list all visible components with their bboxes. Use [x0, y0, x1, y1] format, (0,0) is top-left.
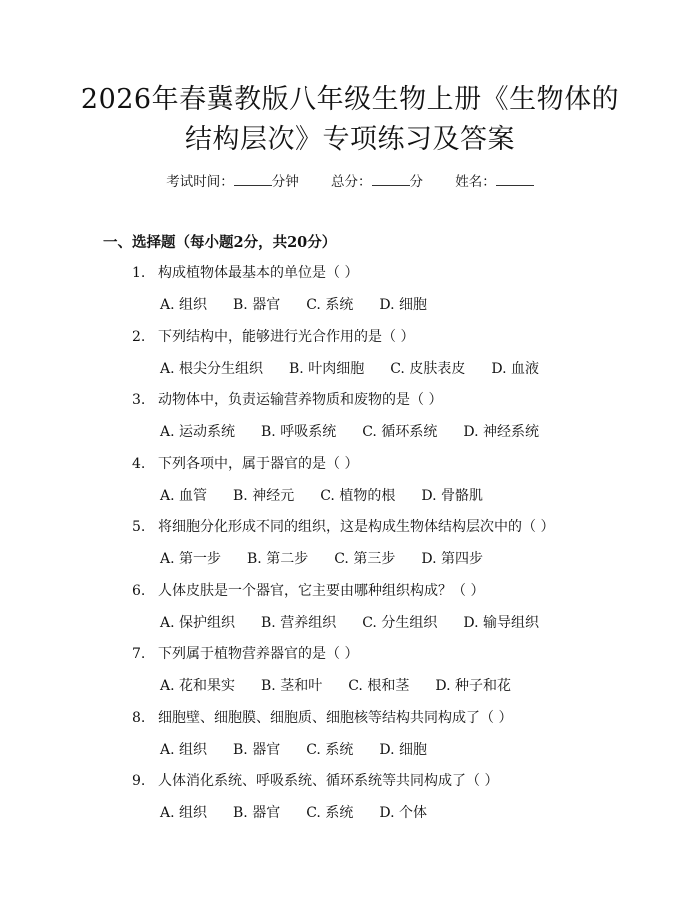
question-9-options [160, 802, 453, 822]
question-9 [132, 770, 498, 790]
answer-option: A. 组织 [160, 741, 208, 758]
question-number: 1. [132, 265, 146, 281]
name-label: 姓名： [455, 174, 496, 190]
question-number: 2. [132, 328, 146, 345]
answer-option: A. 花和果实 [160, 678, 236, 694]
answer-option: A. 运动系统 [160, 424, 236, 440]
question-text: 下列属于植物营养器官的是（ ） [158, 646, 359, 662]
question-1-options [160, 294, 453, 314]
page-title-line1: 2026年春冀教版八年级生物上册《生物体的 [80, 84, 620, 115]
answer-option: A. 第一步 [160, 551, 222, 567]
total-score-label: 总分： [331, 174, 372, 190]
name-blank [496, 173, 534, 186]
answer-option: A. 根尖分生组织 [160, 360, 264, 377]
question-number: 6. [132, 582, 146, 599]
question-number: 3. [132, 392, 146, 408]
answer-option: D. 骨骼肌 [421, 487, 483, 504]
question-8 [132, 707, 512, 727]
question-6 [132, 580, 484, 600]
total-score-unit: 分 [409, 174, 423, 190]
answer-option: C. 根和茎 [348, 678, 410, 694]
total-score-field [331, 174, 423, 190]
answer-option: C. 分生组织 [362, 614, 438, 631]
question-text: 细胞壁、细胞膜、细胞质、细胞核等结构共同构成了（ ） [158, 709, 513, 726]
question-7 [132, 643, 358, 663]
question-6-options [160, 612, 565, 632]
answer-option: C. 系统 [306, 741, 354, 758]
question-text: 构成植物体最基本的单位是（ ） [158, 265, 359, 281]
question-2 [132, 326, 414, 346]
answer-option: D. 个体 [379, 805, 427, 821]
answer-option: C. 系统 [306, 297, 354, 313]
answer-option: D. 第四步 [421, 551, 483, 567]
question-1 [132, 262, 358, 282]
answer-option: B. 第二步 [247, 551, 309, 567]
answer-option: D. 细胞 [379, 297, 427, 313]
question-5 [132, 516, 554, 536]
answer-option: A. 组织 [160, 297, 208, 313]
question-number: 8. [132, 709, 146, 726]
exam-time-field [166, 174, 299, 190]
question-8-options [160, 739, 453, 759]
answer-option: A. 保护组织 [160, 614, 236, 631]
question-3 [132, 389, 442, 409]
question-5-options [160, 548, 509, 568]
question-text: 人体皮肤是一个器官，它主要由哪种组织构成？（ ） [158, 582, 485, 599]
answer-option: D. 细胞 [379, 741, 427, 758]
question-number: 7. [132, 646, 146, 662]
exam-time-unit: 分钟 [271, 174, 299, 190]
answer-option: B. 器官 [233, 805, 281, 821]
question-text: 下列各项中，属于器官的是（ ） [158, 455, 359, 472]
answer-option: B. 呼吸系统 [261, 424, 337, 440]
answer-option: C. 循环系统 [362, 424, 438, 440]
question-text: 动物体中，负责运输营养物质和废物的是（ ） [158, 392, 443, 408]
answer-option: A. 血管 [160, 487, 208, 504]
answer-option: C. 皮肤表皮 [390, 360, 466, 377]
name-field [455, 174, 534, 190]
answer-option: B. 叶肉细胞 [289, 360, 365, 377]
question-7-options [160, 675, 537, 695]
answer-option: D. 神经系统 [463, 424, 539, 440]
exam-time-label: 考试时间： [166, 174, 234, 190]
section-heading: 一、选择题（每小题2分，共20分） [103, 234, 337, 251]
total-score-blank [372, 173, 410, 186]
answer-option: D. 输导组织 [463, 614, 539, 631]
answer-option: A. 组织 [160, 805, 208, 821]
exam-meta [0, 170, 700, 190]
page-title-line2: 结构层次》专项练习及答案 [185, 124, 515, 155]
question-3-options [160, 421, 565, 441]
answer-option: C. 系统 [306, 805, 354, 821]
exam-time-blank [234, 173, 272, 186]
question-2-options [160, 358, 565, 378]
question-text: 下列结构中，能够进行光合作用的是（ ） [158, 328, 415, 345]
answer-option: D. 血液 [491, 360, 539, 377]
answer-option: B. 器官 [233, 297, 281, 313]
answer-option: B. 器官 [233, 741, 281, 758]
question-number: 9. [132, 773, 146, 789]
answer-option: B. 营养组织 [261, 614, 337, 631]
question-4 [132, 453, 358, 473]
answer-option: B. 神经元 [233, 487, 295, 504]
answer-option: C. 植物的根 [320, 487, 396, 504]
answer-option: D. 种子和花 [435, 678, 511, 694]
question-text: 人体消化系统、呼吸系统、循环系统等共同构成了（ ） [158, 773, 499, 789]
question-number: 4. [132, 455, 146, 472]
answer-option: C. 第三步 [334, 551, 396, 567]
question-number: 5. [132, 519, 146, 535]
question-4-options [160, 485, 509, 505]
question-text: 将细胞分化形成不同的组织，这是构成生物体结构层次中的（ ） [158, 519, 555, 535]
answer-option: B. 茎和叶 [261, 678, 323, 694]
